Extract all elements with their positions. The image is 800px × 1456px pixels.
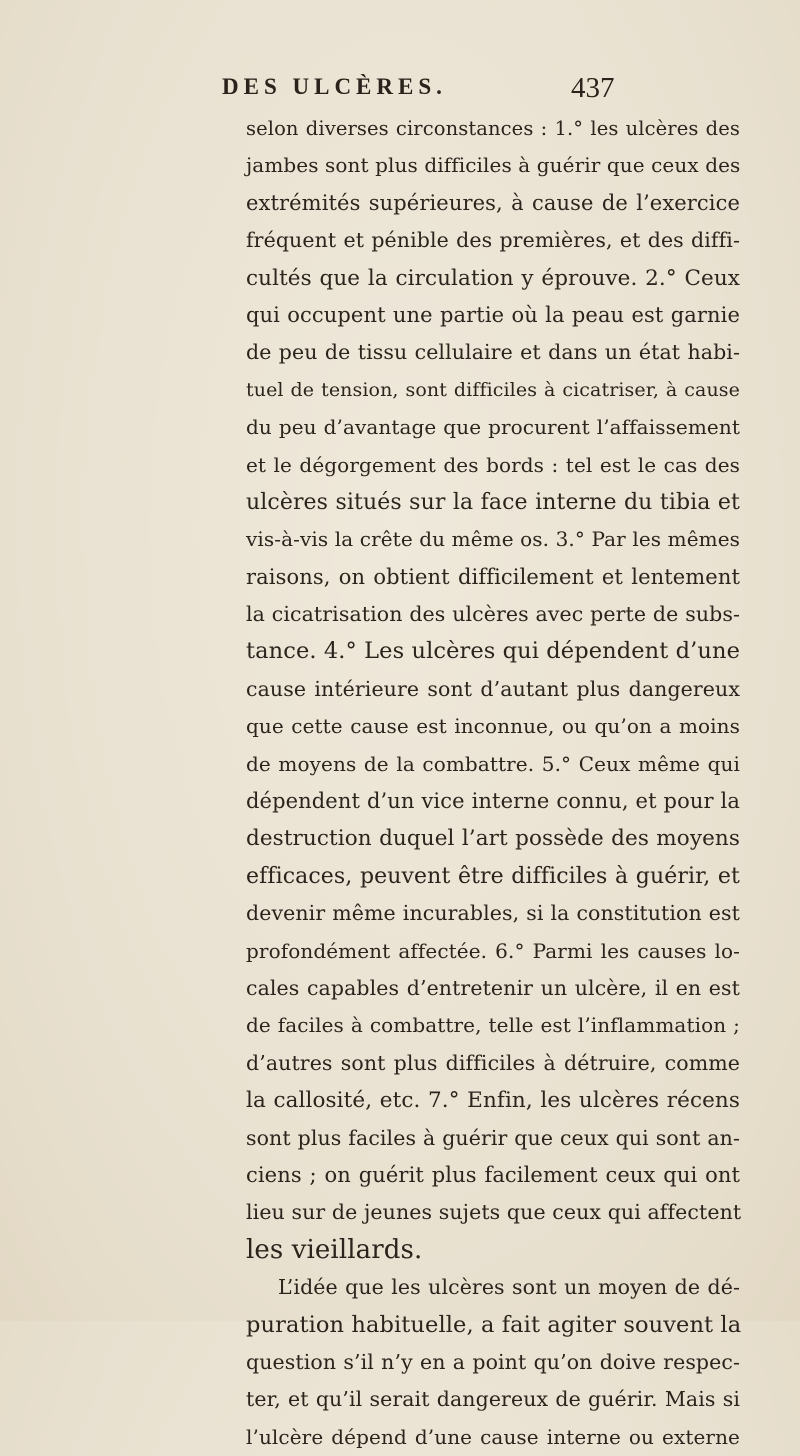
text-line: les vieillards. (246, 1234, 423, 1265)
chapter-title: DES ULCÈRES. (222, 74, 447, 99)
text-line: tance. 4.° Les ulcères qui dépendent d’une (246, 638, 740, 665)
text-line: dépendent d’un vice interne connu, et pour la (246, 789, 740, 814)
text-line: l’ulcère dépend d’une cause interne ou externe (246, 1424, 740, 1449)
paragraph-1 (246, 110, 740, 1269)
text-line: puration habituelle, a fait agiter souvent la (246, 1311, 742, 1338)
running-head (0, 74, 800, 114)
text-line: profondément affectée. 6.° Parmi les causes lo- (246, 938, 740, 963)
text-line: devenir même incurables, si la constitution est (246, 901, 740, 926)
text-line: vis-à-vis la crête du même os. 3.° Par les mêmes (246, 527, 740, 552)
text-line: lieu sur de jeunes sujets que ceux qui affectent (246, 1200, 742, 1225)
text-line: ciens ; on guérit plus facilement ceux qui ont (246, 1162, 740, 1187)
body-text (246, 110, 740, 1456)
page-number: 437 (571, 72, 615, 104)
text-line: du peu d’avantage que procurent l’affaissement (246, 415, 740, 440)
text-line: cause intérieure sont d’autant plus dangereux (246, 676, 740, 701)
text-line: de faciles à combattre, telle est l’inflammation ; (246, 1013, 740, 1038)
text-line: d’autres sont plus difficiles à détruire, comme (246, 1050, 740, 1075)
text-line: destruction duquel l’art possède des moyens (246, 826, 740, 852)
text-line: de moyens de la combattre. 5.° Ceux même qui (246, 751, 740, 776)
text-line: sont plus faciles à guérir que ceux qui sont an- (246, 1125, 740, 1150)
text-line: ter, et qu’il serait dangereux de guérir. Mais si (246, 1387, 740, 1412)
text-line: la cicatrisation des ulcères avec perte de subs- (246, 602, 740, 627)
paragraph-2 (246, 1269, 740, 1456)
text-line: et le dégorgement des bords : tel est le cas des (246, 452, 740, 477)
text-line: que cette cause est inconnue, ou qu’on a moins (246, 714, 740, 739)
text-line: cales capables d’entretenir un ulcère, il en est (246, 975, 740, 1000)
text-line: tuel de tension, sont difficiles à cicatriser, à cause (246, 378, 740, 401)
text-line: selon diverses circonstances : 1.° les ulcères des (246, 117, 740, 140)
text-line: question s’il n’y en a point qu’on doive respec- (246, 1349, 740, 1374)
text-line: qui occupent une partie où la peau est garnie (246, 302, 740, 327)
text-line: cultés que la circulation y éprouve. 2.° Ceux (246, 265, 740, 291)
text-line: la callosité, etc. 7.° Enfin, les ulcères récens (246, 1088, 740, 1114)
text-line: raisons, on obtient difficilement et lentement (246, 564, 740, 589)
text-line: L’idée que les ulcères sont un moyen de dé- (278, 1275, 740, 1300)
text-line: extrémités supérieures, à cause de l’exercice (246, 190, 740, 215)
text-line: jambes sont plus difficiles à guérir que ceux des (246, 153, 741, 178)
text-line: de peu de tissu cellulaire et dans un état habi- (246, 340, 740, 365)
text-line: fréquent et pénible des premières, et des diffi- (246, 228, 740, 253)
text-line: efficaces, peuvent être difficiles à guérir, et (246, 863, 740, 889)
text-line: ulcères situés sur la face interne du tibia et (246, 489, 740, 515)
